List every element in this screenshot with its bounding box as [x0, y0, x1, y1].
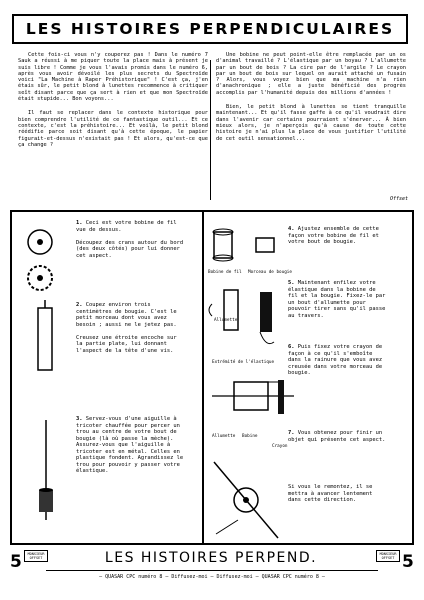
- step-number: 7.: [288, 430, 295, 436]
- step-subtext: Creusez une étroite encoche sur la partie plate, lui donnant l'aspect de la tête d'une vis.: [76, 334, 177, 354]
- step-final: [288, 484, 388, 504]
- footer-strip: — QUASAR CPC numéro 8 — Diffusez-moi — Diffusez-moi — QUASAR CPC numéro 8 —: [99, 574, 325, 580]
- final-object-icon: [208, 456, 294, 546]
- assembly-icon: [208, 372, 298, 432]
- step-5: [288, 280, 388, 319]
- step-text: Coupez environ trois centimètres de bougie. C'est le petit morceau dont vous avez besoin ; aussi ne le jetez pas.: [76, 302, 177, 328]
- footer-title: LES HISTOIRES PERPEND.: [104, 550, 318, 566]
- footer-logo: MONSIEUR OFFSET: [376, 550, 400, 562]
- step-text: Servez-vous d'une aiguille à tricoter chauffée pour percer un trou au centre de votre bout de bougie (là où passe la mèche). Assurez-vous que l'aiguille à tricoter est en métal. Celles en plastique fondent. Agrandissez le trou pour pouvoir y passer votre élastique.: [76, 416, 184, 474]
- spool-and-candle-icon: [208, 224, 288, 268]
- caption-allumette: Allumette: [212, 434, 236, 439]
- step-text: Maintenant enfilez votre élastique dans la bobine de fil et la bougie. Fixez-le par un bout d'allumette pour pouvoir tirer sans qu'il passe au travers.: [288, 280, 386, 319]
- step-text: Ceci est votre bobine de fil vue de dessus.: [76, 220, 177, 233]
- footer-logo: MONSIEUR OFFSET: [24, 550, 48, 562]
- footer-rule: [46, 570, 378, 571]
- step-subtext: Découpez des crans autour du bord (des deux côtés) pour lui donner cet aspect.: [76, 239, 184, 259]
- step-text: Puis fixez votre crayon de façon à ce qu'il s'emboîte dans la rainure que vous avez creusée dans votre morceau de bougie.: [288, 344, 383, 376]
- step-4: [288, 226, 388, 246]
- caption-bobine: Bobine de fil: [208, 270, 242, 275]
- step-number: 1.: [76, 220, 83, 226]
- intro-left-column: [18, 52, 208, 156]
- signature: Offset: [389, 196, 408, 202]
- intro-section: [10, 52, 414, 208]
- step-7: [288, 430, 388, 443]
- page-number: 5: [402, 552, 414, 572]
- step-2: [76, 302, 186, 354]
- column-divider: [210, 60, 211, 200]
- step-6: [288, 344, 388, 377]
- caption-bobine: Bobine: [242, 434, 258, 439]
- title-box: [12, 14, 408, 44]
- intro-paragraph: Cette fois-ci vous n'y couperez pas ! Dans le numéro 7 Sauk a réussi à me piquer toute la place mais à présent je suis libre ! Comme je vous l'avais promis dans le numéro 6, après vous avoir dévoilé les plus secrets du Spectroïde voici "La Machine à Raper Préhistorique" ! C'est ça, j'en étais sûr, le petit blond à lunettes recommence à critiquer seît disant parce que ça sert à rien et que mon Spectroïde était stupide... Bon voyons...: [18, 52, 208, 103]
- step-number: 5.: [288, 280, 295, 286]
- intro-paragraph: Une bobine ne peut point-elle être remplacée par un os d'animal travaillé ? L'élastique par un boyau ? L'allumette par un bout de bois ? La cire par de l'argile ? Le crayon par un bout de bois sur lequel on aurait attaché un fusain ? Alors, vous voyez bien que ma machine n'a rien d'anachronique ; elle a juste bénéficié des progrès accomplis par l'humanité depuis des millions d'années !: [216, 52, 406, 96]
- step-number: 6.: [288, 344, 295, 350]
- instructions-panel: [10, 210, 414, 545]
- caption-elastique: Extrémité de l'élastique: [212, 360, 275, 365]
- candle-icon: [32, 298, 62, 378]
- page-number: 5: [10, 552, 22, 572]
- caption-crayon: Crayon: [272, 444, 288, 449]
- step-number: 3.: [76, 416, 83, 422]
- intro-paragraph: Bien, le petit blond à lunettes se tient tranquille maintenant... Et qu'il fasse gaffe à ce qu'il voudrait dire dans l'avenir car certains pourraient s'énerver... À bien mieux alors, je n'aperçois qu'à cause de toute cette histoire je n'ai plus la place de vous justifier l'utilité de cet outil sensationnel...: [216, 104, 406, 142]
- caption-allumette: Allumette: [214, 318, 238, 323]
- spool-top-icon: [22, 226, 62, 306]
- intro-paragraph: Il faut se replacer dans le contexte historique pour bien comprendre l'utilité de ce fantastique outil... Et ce contexte, c'est la préhistoire... Et voilà, le petit blond réédifie parce soit disant qu'à cette époque, le papier figurait-et-dessus n'existait pas ! Et alors, qu'est-ce que ça change ?: [18, 110, 208, 148]
- footer: [8, 548, 416, 592]
- caption-bougie: Morceau de bougie: [248, 270, 292, 275]
- intro-right-column: [216, 52, 406, 150]
- step-text: Si vous le remontez, il se mettra à avancer lentement dans cette direction.: [288, 484, 373, 503]
- step-number: 2.: [76, 302, 83, 308]
- knitting-needle-icon: [28, 420, 68, 520]
- page-title: LES HISTOIRES PERPENDICULAIRES: [25, 20, 395, 38]
- panel-divider: [202, 212, 204, 543]
- step-number: 4.: [288, 226, 295, 232]
- step-text: Ajustez ensemble de cette façon votre bobine de fil et votre bout de bougie.: [288, 226, 379, 245]
- step-text: Vous obtenez pour finir un objet qui présente cet aspect.: [288, 430, 386, 443]
- step-1: [76, 220, 186, 259]
- step-3: [76, 416, 186, 475]
